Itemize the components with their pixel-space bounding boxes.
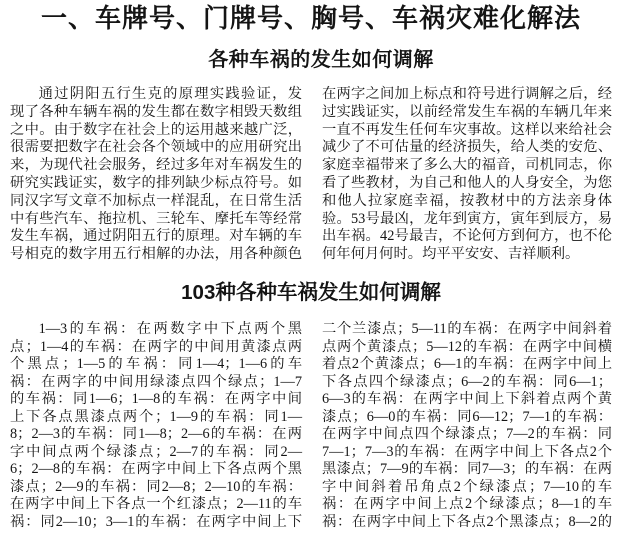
text-column-right — [322, 86, 612, 264]
text-line: 着点2个黄漆点；6—1的车祸：在两字中间上 — [322, 356, 612, 372]
text-line: 中有些汽车、拖拉机、三轮车、摩托车等经常 — [10, 210, 302, 227]
text-line: 一直不再发生任何车灾事故。这样以来给社会 — [322, 121, 612, 138]
text-line: 祸：在两字中间上下各点2个黑漆点；8—2的 — [322, 513, 612, 530]
text-line: 黑漆点；7—9的车祸：同7—3；的车祸：在两 — [322, 461, 612, 477]
text-line: 点；1—4的车祸：在两字的中间用黄漆点两 — [10, 338, 302, 355]
text-line: 很需要把数字在社会各个领域中的应用研究出 — [10, 139, 302, 156]
text-line: 在两字中间上下各点一个红漆点；2—11的车 — [10, 496, 302, 512]
text-line: 来，为现代社会服务，经过多年对车祸发生的 — [10, 157, 302, 174]
text-line: 6—3的车祸：在两字中间上下斜着点两个黄 — [322, 391, 612, 407]
text-line: 8；2—3的车祸：同1—8；2—6的车祸：在两 — [10, 426, 302, 442]
text-line: 7—1；7—3的车祸：在两字中间上下各点2个 — [322, 443, 612, 460]
text-line: 之中。由于数字在社会上的运用越来越广泛， — [10, 121, 302, 138]
text-line: 字中间点两个绿漆点；2—7的车祸：同2— — [10, 443, 302, 460]
text-line: 发生车祸，通过阴阳五行的原理。对车辆的车 — [10, 228, 302, 245]
text-line: 看了些教材，为自己和他人的人身安全，为您 — [322, 174, 612, 191]
text-line: 家庭幸福带来了多么大的福音，司机同志，你 — [322, 157, 612, 174]
text-line: 在两字之间加上标点和符号进行调解之后，经 — [322, 86, 612, 102]
chapter-title: 一、车牌号、门牌号、胸号、车祸灾难化解法 — [40, 3, 581, 33]
section-heading: 103种各种车祸发生如何调解 — [181, 281, 441, 304]
text-line: 现了各种车辆车祸的发生都在数字相毁天数组 — [10, 103, 302, 120]
text-line: 研究实践证实，数字的排列缺少标点符号。如 — [10, 174, 302, 191]
text-line: 同汉字写文章不加标点一样混乱，在日常生活 — [10, 192, 302, 209]
text-column-left — [10, 86, 302, 264]
text-line: 减少了不可估量的经济损失，给人类的安危、 — [322, 139, 612, 156]
text-line: 下各点四个绿漆点；6—2的车祸：同6—1； — [322, 373, 612, 390]
text-line: 验。53号最凶，龙年到寅方，寅年到辰方，易 — [322, 210, 612, 227]
text-line: 二个兰漆点；5—11的车祸：在两字中间斜着 — [322, 321, 612, 337]
text-line: 在两字中间点四个绿漆点；7—2的车祸：同 — [322, 426, 612, 442]
text-line: 字中间斜着吊角点2个绿漆点；7—10的车 — [322, 478, 612, 495]
text-line: 点两个黄漆点；5—12的车祸：在两字中间横 — [322, 338, 612, 355]
text-line: 个黑点；1—5的车祸：同1—4；1—6的车 — [10, 356, 302, 372]
text-column-right — [322, 321, 612, 531]
text-line: 和他人拉家庭幸福，按教材中的方法亲身体 — [322, 192, 612, 209]
text-line: 漆点；6—0的车祸：同6—12；7—1的车祸： — [322, 408, 612, 425]
text-line: 祸：同2—10；3—1的车祸：在两字中间上下 — [10, 513, 302, 530]
text-line: 1—3的车祸：在两数字中下点两个黑 — [38, 321, 302, 337]
text-line: 上下各点黑漆点两个；1—9的车祸：同1— — [10, 408, 302, 425]
text-line: 6；2—8的车祸：在两字中间上下各点两个黑 — [10, 461, 302, 477]
text-line: 通过阴阳五行生克的原理实践验证，发 — [38, 86, 302, 102]
text-column-left — [10, 321, 302, 531]
text-line: 出车祸。42号最吉，不论何方到何方，也不伦 — [322, 228, 612, 245]
text-line: 号相克的数字用五行相解的办法，用各种颜色 — [10, 246, 302, 263]
text-line: 漆点；2—9的车祸：同2—8；2—10的车祸： — [10, 478, 302, 495]
section-heading: 各种车祸的发生如何调解 — [208, 49, 434, 71]
text-line: 祸：在两字中间上点2个绿漆点；8—1的车 — [322, 496, 612, 512]
text-line: 何年何月何时。均平平安安、吉祥顺利。 — [322, 246, 580, 263]
text-line: 祸：在两字的中间用绿漆点四个绿点；1—7 — [10, 373, 302, 390]
text-line: 过实践证实，以前经常发生车祸的车辆几年来 — [322, 103, 612, 120]
text-line: 的车祸：同1—6；1—8的车祸：在两字中间 — [10, 391, 302, 407]
